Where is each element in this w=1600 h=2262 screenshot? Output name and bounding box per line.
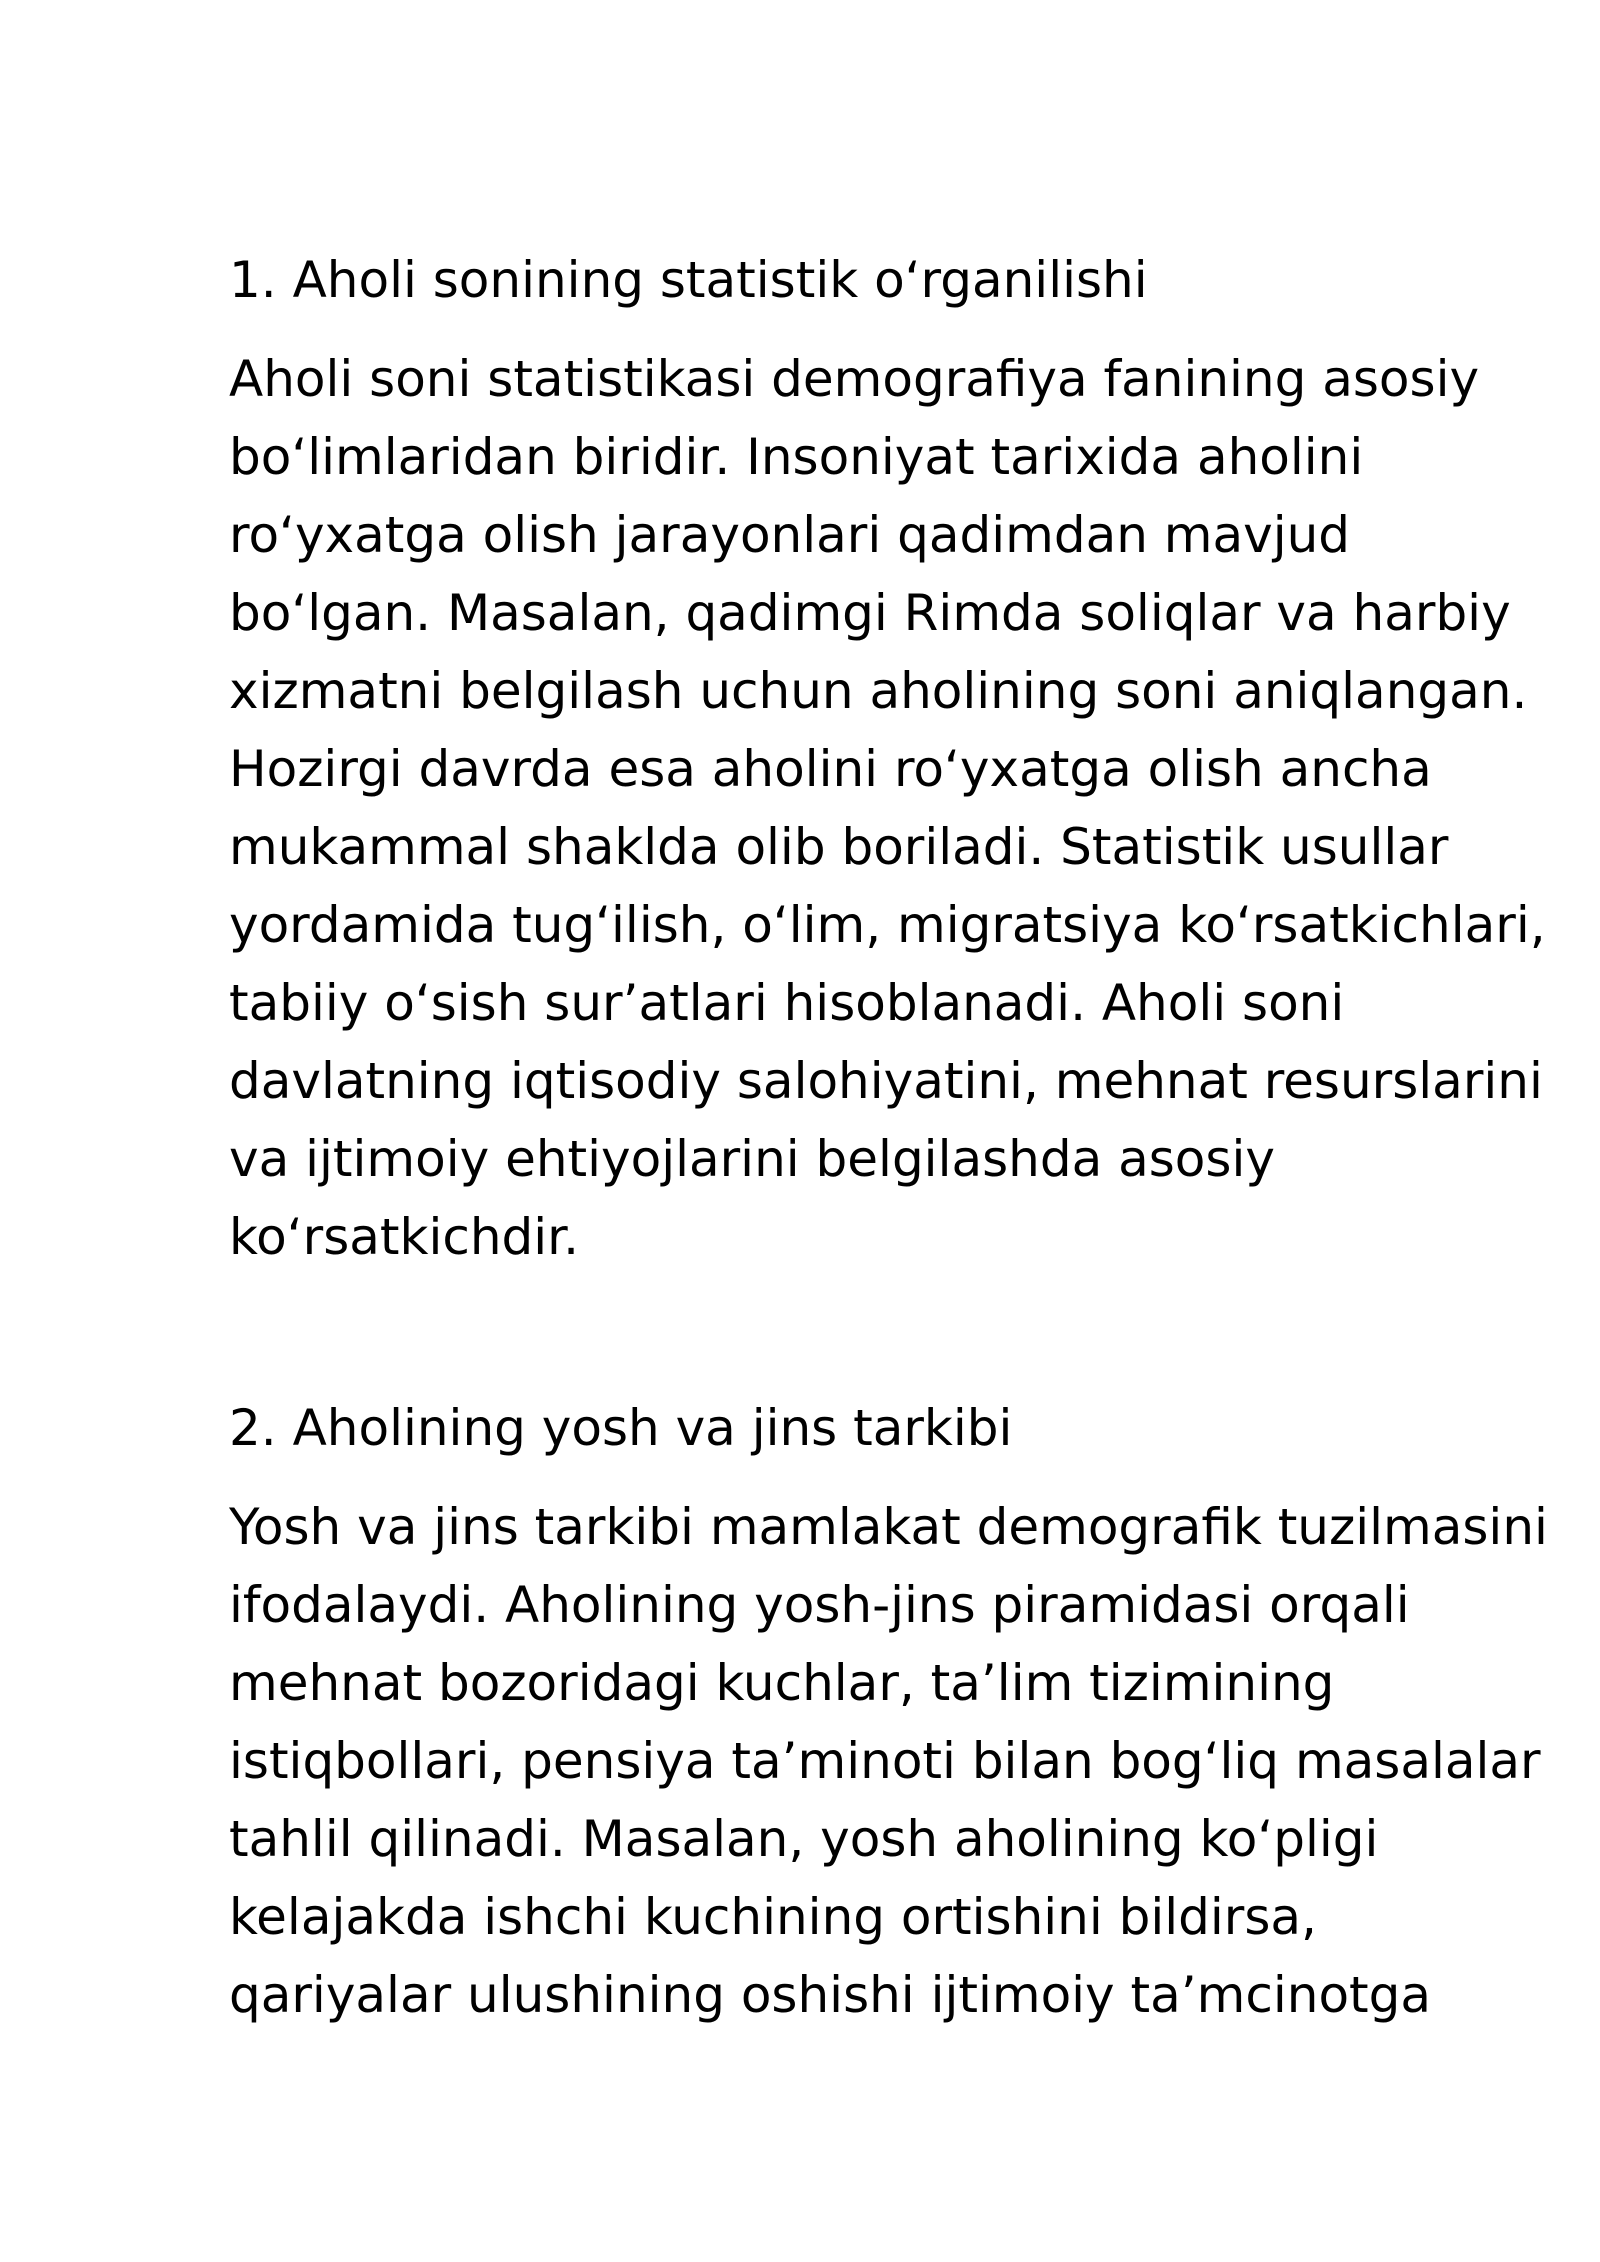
paragraph-line: ko‘rsatkichdir. xyxy=(229,1208,580,1266)
paragraph-line: bo‘limlaridan biridir. Insoniyat tarixida aholini xyxy=(229,428,1364,486)
section-paragraph xyxy=(229,340,1546,1276)
paragraph-line: qariyalar ulushining oshishi ijtimoiy ta’mcinotga xyxy=(229,1966,1432,2024)
paragraph-line: yordamida tug‘ilish, o‘lim, migratsiya ko‘rsatkichlari, xyxy=(229,896,1546,954)
section-heading: 2. Aholining yosh va jins tarkibi xyxy=(229,1399,1013,1457)
paragraph-line: ifodalaydi. Aholining yosh-jins piramidasi orqali xyxy=(229,1576,1410,1634)
paragraph-line: bo‘lgan. Masalan, qadimgi Rimda soliqlar va harbiy xyxy=(229,584,1511,642)
paragraph-line: davlatning iqtisodiy salohiyatini, mehnat resurslarini xyxy=(229,1052,1543,1110)
paragraph-line: Aholi soni statistikasi demografiya fanining asosiy xyxy=(229,350,1480,408)
section-heading: 1. Aholi sonining statistik o‘rganilishi xyxy=(229,251,1148,309)
paragraph-line: tabiiy o‘sish sur’atlari hisoblanadi. Aholi soni xyxy=(229,974,1345,1032)
section-paragraph xyxy=(229,1488,1548,2034)
paragraph-line: kelajakda ishchi kuchining ortishini bildirsa, xyxy=(229,1888,1317,1946)
paragraph-line: mehnat bozoridagi kuchlar, ta’lim tizimining xyxy=(229,1654,1335,1712)
paragraph-line: Hozirgi davrda esa aholini ro‘yxatga olish ancha xyxy=(229,740,1432,798)
section-population-statistics xyxy=(229,250,1546,1276)
paragraph-line: xizmatni belgilash uchun aholining soni aniqlangan. xyxy=(229,662,1528,720)
paragraph-line: va ijtimoiy ehtiyojlarini belgilashda asosiy xyxy=(229,1130,1275,1188)
paragraph-line: Yosh va jins tarkibi mamlakat demografik tuzilmasini xyxy=(229,1498,1548,1556)
document-content xyxy=(229,250,1548,2034)
section-age-sex-structure xyxy=(229,1398,1548,2034)
paragraph-line: mukammal shaklda olib boriladi. Statistik usullar xyxy=(229,818,1449,876)
paragraph-line: istiqbollari, pensiya ta’minoti bilan bog‘liq masalalar xyxy=(229,1732,1541,1790)
paragraph-line: tahlil qilinadi. Masalan, yosh aholining ko‘pligi xyxy=(229,1810,1379,1868)
paragraph-line: ro‘yxatga olish jarayonlari qadimdan mavjud xyxy=(229,506,1351,564)
